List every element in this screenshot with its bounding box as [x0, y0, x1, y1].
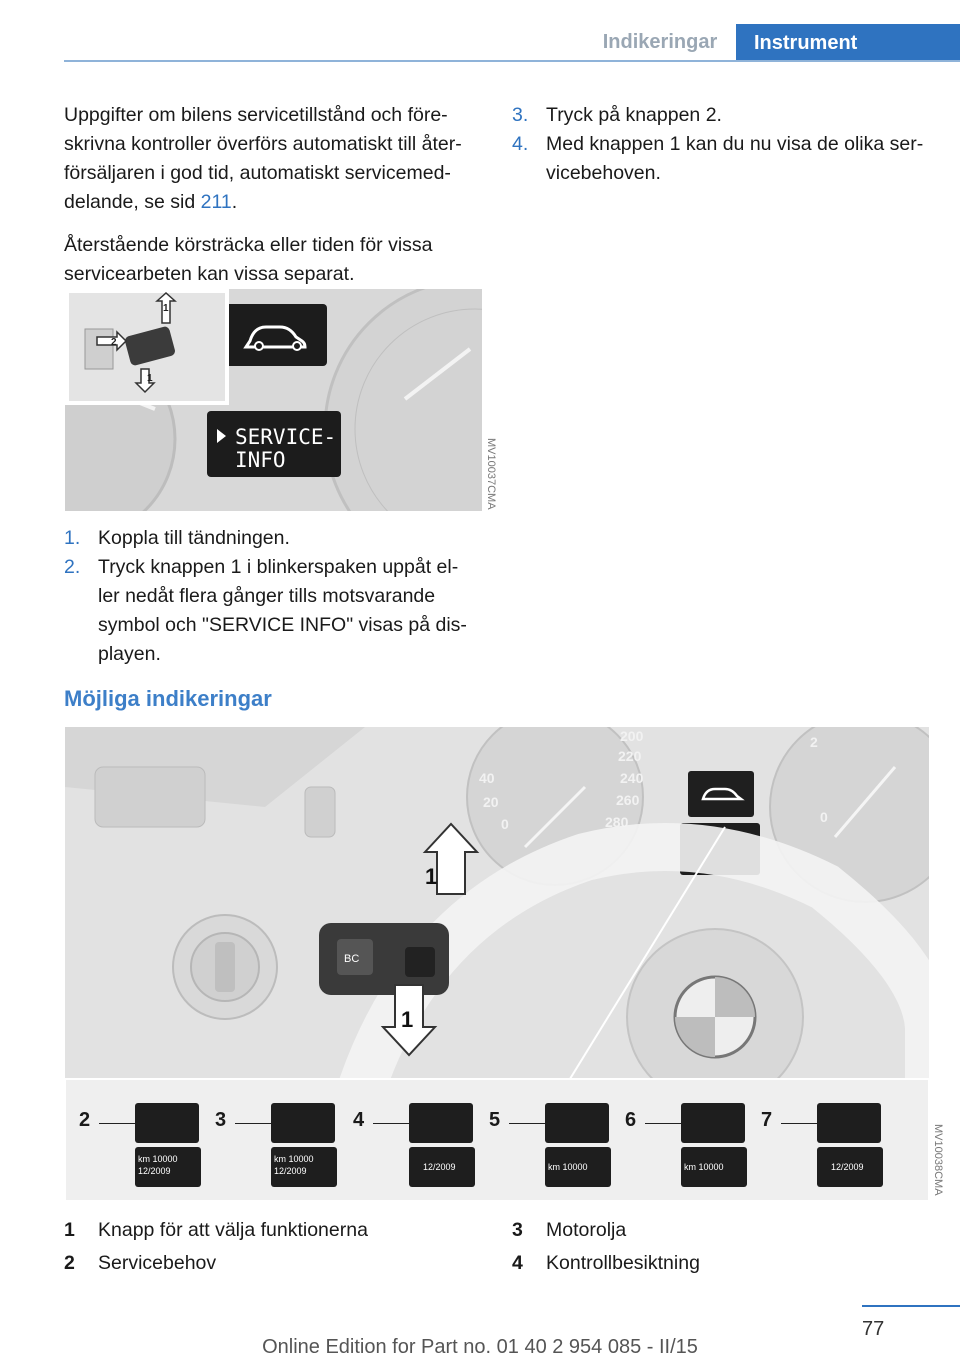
svg-text:1: 1 — [147, 373, 153, 384]
step-item: 4. Med knappen 1 kan du nu visa de olika ser- vicebehoven. — [512, 133, 924, 184]
step-item: 1. Koppla till tändningen. — [64, 527, 290, 549]
step-item: 2. Tryck knappen 1 i blinkerspaken uppåt el- ler nedåt flera gånger tills motsvarande symbol och "SERVICE INFO" visas på dis- playen. — [64, 556, 467, 665]
svg-text:2: 2 — [111, 337, 117, 348]
step-item: 3. Tryck på knappen 2. — [512, 104, 722, 126]
legend-left — [64, 1214, 484, 1280]
intro-text: Uppgifter om bilens servicetillstånd och före- skrivna kontroller överförs automatiskt till åter- försäljaren i god tid, automatiskt servicemed- delande, se sid 211. Återstående körsträcka eller tiden för vissa servicearbeten kan vissa separat. — [64, 104, 462, 285]
figure-code: MV10038CMA — [932, 1124, 944, 1196]
footer-rule — [862, 1305, 960, 1307]
svg-text:240: 240 — [620, 770, 644, 786]
header-rule — [64, 60, 960, 62]
svg-text:1: 1 — [401, 1007, 414, 1032]
svg-text:220: 220 — [618, 748, 642, 764]
legend-item: 4 Kontrollbesiktning — [512, 1252, 700, 1274]
section-title: Möjliga indikeringar — [64, 686, 272, 711]
legend-right — [512, 1214, 932, 1280]
footer-edition: Online Edition for Part no. 01 40 2 954 085 - II/15 — [262, 1336, 698, 1358]
header-section-label: Indikeringar — [602, 31, 718, 53]
display-line2: INFO — [235, 448, 286, 472]
steps-right — [512, 101, 942, 188]
legend-item: 2 Servicebehov — [64, 1252, 217, 1274]
svg-text:200: 200 — [620, 728, 644, 744]
figure-code: MV10037CMA — [485, 438, 497, 510]
svg-text:40: 40 — [479, 770, 495, 786]
indicator-items-row: 2 km 10000 12/2009 3 km 10000 12/2009 4 12/2009 5 km 10000 6 km 10000 7 12/2009 — [65, 1089, 929, 1201]
svg-text:0: 0 — [501, 816, 509, 832]
svg-text:1: 1 — [425, 864, 438, 889]
service-info-figure — [65, 289, 482, 511]
page-number: 77 — [862, 1318, 885, 1340]
indicator-overview-figure — [65, 727, 929, 1201]
legend-item: 1 Knapp för att välja funktionerna — [64, 1219, 368, 1241]
display-line1: SERVICE- — [235, 425, 337, 449]
svg-text:BC: BC — [344, 953, 360, 965]
page-link[interactable]: 211 — [200, 191, 232, 213]
header-chapter-tab[interactable]: Instrument — [736, 24, 960, 62]
svg-text:280: 280 — [605, 814, 629, 830]
svg-text:2: 2 — [810, 734, 818, 750]
svg-text:0: 0 — [820, 809, 828, 825]
svg-text:260: 260 — [616, 792, 640, 808]
svg-text:1: 1 — [163, 303, 169, 314]
svg-text:20: 20 — [483, 794, 499, 810]
instrument-cluster-illustration — [65, 289, 482, 511]
legend-item: 3 Motorolja — [512, 1219, 627, 1241]
steps-left — [64, 524, 484, 669]
